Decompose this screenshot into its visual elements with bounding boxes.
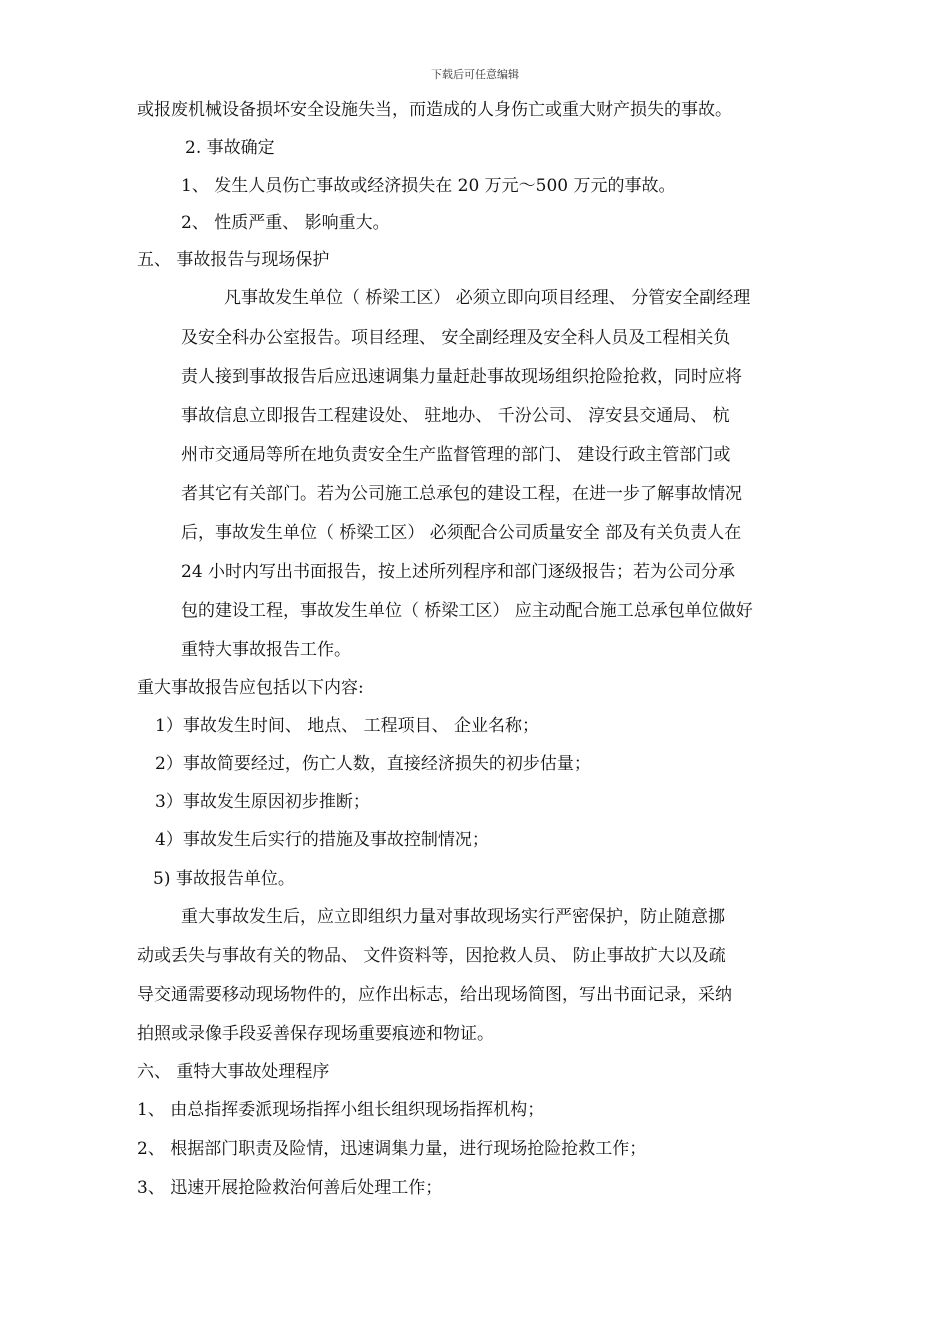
paragraph-line: 州市交通局等所在地负责安全生产监督管理的部门、 建设行政主管部门或 [181, 445, 731, 465]
list-item: 1）事故发生时间、 地点、 工程项目、 企业名称； [155, 716, 540, 736]
subheading: 重大事故报告应包括以下内容: [137, 678, 364, 698]
paragraph-line: 拍照或录像手段妥善保存现场重要痕迹和物证。 [137, 1024, 494, 1044]
section-heading: 六、 重特大事故处理程序 [137, 1062, 330, 1082]
paragraph-line: 责人接到事故报告后应迅速调集力量赶赴事故现场组织抢险抢救，同时应将 [181, 367, 742, 387]
list-item: 2）事故简要经过，伤亡人数，直接经济损失的初步估量； [155, 754, 591, 774]
paragraph-line: 重大事故发生后，应立即组织力量对事故现场实行严密保护，防止随意挪 [181, 907, 725, 927]
paragraph-line: 动或丢失与事故有关的物品、 文件资料等，因抢救人员、 防止事故扩大以及疏 [137, 946, 726, 966]
list-item: 2、 性质严重、 影响重大。 [181, 213, 390, 233]
paragraph-line: 24 小时内写出书面报告，按上述所列程序和部门逐级报告；若为公司分承 [181, 562, 736, 582]
list-item: 5) 事故报告单位。 [153, 869, 295, 889]
list-item: 4）事故发生后实行的措施及事故控制情况； [155, 830, 489, 850]
paragraph-line: 及安全科办公室报告。项目经理、 安全副经理及安全科人员及工程相关负 [181, 328, 731, 348]
list-item: 1、 发生人员伤亡事故或经济损失在 20 万元～500 万元的事故。 [181, 176, 676, 196]
list-item: 3、 迅速开展抢险救治何善后处理工作； [137, 1178, 443, 1198]
paragraph-line: 事故信息立即报告工程建设处、 驻地办、 千汾公司、 淳安县交通局、 杭 [181, 406, 730, 426]
list-item: 1、 由总指挥委派现场指挥小组长组织现场指挥机构； [137, 1100, 545, 1120]
section-heading: 五、 事故报告与现场保护 [137, 250, 330, 270]
paragraph-line: 包的建设工程，事故发生单位（ 桥梁工区） 应主动配合施工总承包单位做好 [181, 601, 753, 621]
paragraph-line: 者其它有关部门。若为公司施工总承包的建设工程，在进一步了解事故情况 [181, 484, 742, 504]
paragraph-line: 后，事故发生单位（ 桥梁工区） 必须配合公司质量安全 部及有关负责人在 [181, 523, 742, 543]
paragraph-line: 重特大事故报告工作。 [181, 640, 351, 660]
section-heading: 2. 事故确定 [185, 138, 275, 158]
list-item: 2、 根据部门职责及险情，迅速调集力量，进行现场抢险抢救工作； [137, 1139, 647, 1159]
page-header: 下载后可任意编辑 [431, 68, 519, 81]
list-item: 3）事故发生原因初步推断； [155, 792, 370, 812]
paragraph-line: 凡事故发生单位（ 桥梁工区） 必须立即向项目经理、 分管安全副经理 [224, 288, 751, 308]
body-line: 或报废机械设备损坏安全设施失当，而造成的人身伤亡或重大财产损失的事故。 [137, 100, 732, 120]
paragraph-line: 导交通需要移动现场物件的，应作出标志，给出现场简图，写出书面记录，采纳 [137, 985, 732, 1005]
